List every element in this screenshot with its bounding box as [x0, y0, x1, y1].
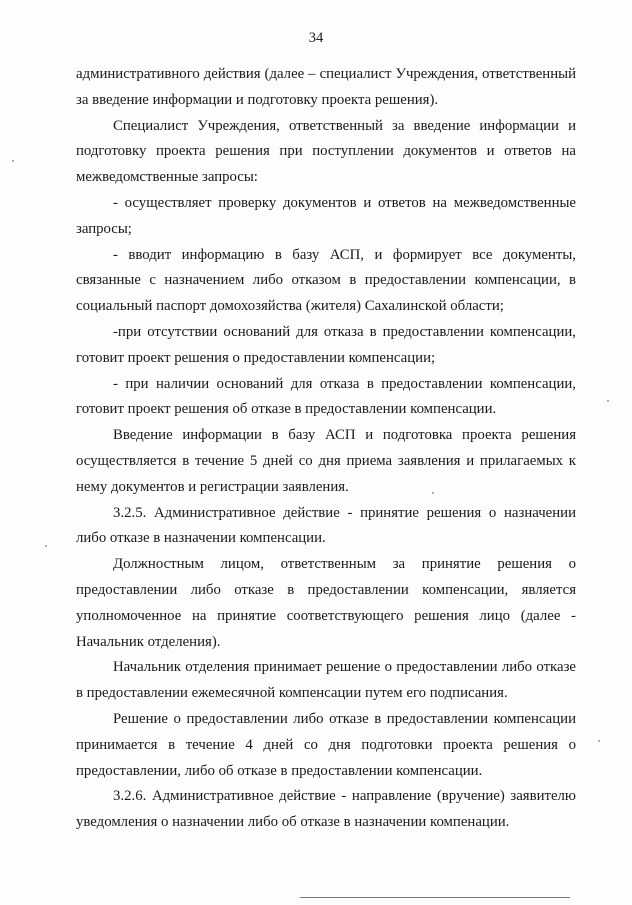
text-line: 3.2.5. Административное действие - принятие решения о назначении	[113, 504, 576, 521]
scan-speck	[432, 492, 434, 494]
bottom-scan-edge	[300, 897, 570, 898]
scan-speck	[45, 545, 47, 547]
paragraph	[76, 191, 576, 243]
text-line: - осуществляет проверку документов и ответов на межведомственные	[113, 194, 576, 211]
paragraph	[76, 552, 576, 655]
scan-speck	[607, 400, 609, 402]
text-line: запросы;	[76, 220, 132, 237]
text-line: предоставлении либо отказе в предоставлении компенсации, является	[76, 581, 576, 598]
text-line: 3.2.6. Административное действие - направление (вручение) заявителю	[113, 788, 576, 805]
text-line: Решение о предоставлении либо отказе в предоставлении компенсации	[113, 710, 576, 727]
text-line: за введение информации и подготовку проекта решения).	[76, 91, 439, 108]
text-line: принимается в течение 4 дней со дня подготовки проекта решения о	[76, 736, 576, 753]
text-line: готовит проект решения об отказе в предоставлении компенсации.	[76, 401, 497, 418]
paragraph	[76, 62, 576, 114]
text-line: Должностным лицом, ответственным за принятие решения о	[113, 556, 576, 573]
text-line: уведомления о назначении либо об отказе в назначении компенации.	[76, 814, 510, 831]
text-line: Начальник отделения).	[76, 633, 221, 650]
text-line: подготовку проекта решения при поступлении документов и ответов на	[76, 143, 576, 160]
text-line: готовит проект решения о предоставлении компенсации;	[76, 349, 436, 366]
text-line: осуществляется в течение 5 дней со дня приема заявления и прилагаемых к	[76, 452, 576, 469]
text-line: связанные с назначением либо отказом в предоставлении компенсации, в	[76, 272, 576, 289]
text-line: Специалист Учреждения, ответственный за введение информации и	[113, 117, 576, 134]
paragraph	[76, 707, 576, 784]
text-line: - вводит информацию в базу АСП, и формирует все документы,	[113, 246, 576, 263]
text-line: Введение информации в базу АСП и подготовка проекта решения	[113, 427, 576, 444]
paragraph	[76, 320, 576, 372]
text-line: в предоставлении ежемесячной компенсации путем его подписания.	[76, 685, 508, 702]
paragraph	[76, 372, 576, 424]
scan-speck	[12, 160, 14, 162]
text-line: социальный паспорт домохозяйства (жителя) Сахалинской области;	[76, 298, 504, 315]
paragraph	[76, 784, 576, 836]
text-line: -при отсутствии оснований для отказа в предоставлении компенсации,	[113, 323, 576, 340]
page-number: 34	[308, 30, 324, 46]
text-line: административного действия (далее – специалист Учреждения, ответственный	[76, 66, 576, 82]
text-line: нему документов и регистрации заявления.	[76, 478, 349, 495]
scan-speck	[598, 740, 600, 742]
paragraph	[76, 423, 576, 500]
text-line: уполномоченное на принятие соответствующего решения лицо (далее -	[76, 607, 576, 624]
paragraph	[76, 501, 576, 553]
document-body	[76, 62, 576, 836]
text-line: межведомственные запросы:	[76, 169, 258, 186]
text-line: предоставлении, либо об отказе в предоставлении компенсации.	[76, 762, 483, 779]
paragraph	[76, 243, 576, 320]
text-line: - при наличии оснований для отказа в предоставлении компенсации,	[113, 375, 576, 392]
text-line: либо отказе в назначении компенсации.	[76, 530, 326, 547]
text-line: Начальник отделения принимает решение о предоставлении либо отказе	[113, 659, 576, 676]
paragraph	[76, 655, 576, 707]
paragraph	[76, 114, 576, 191]
